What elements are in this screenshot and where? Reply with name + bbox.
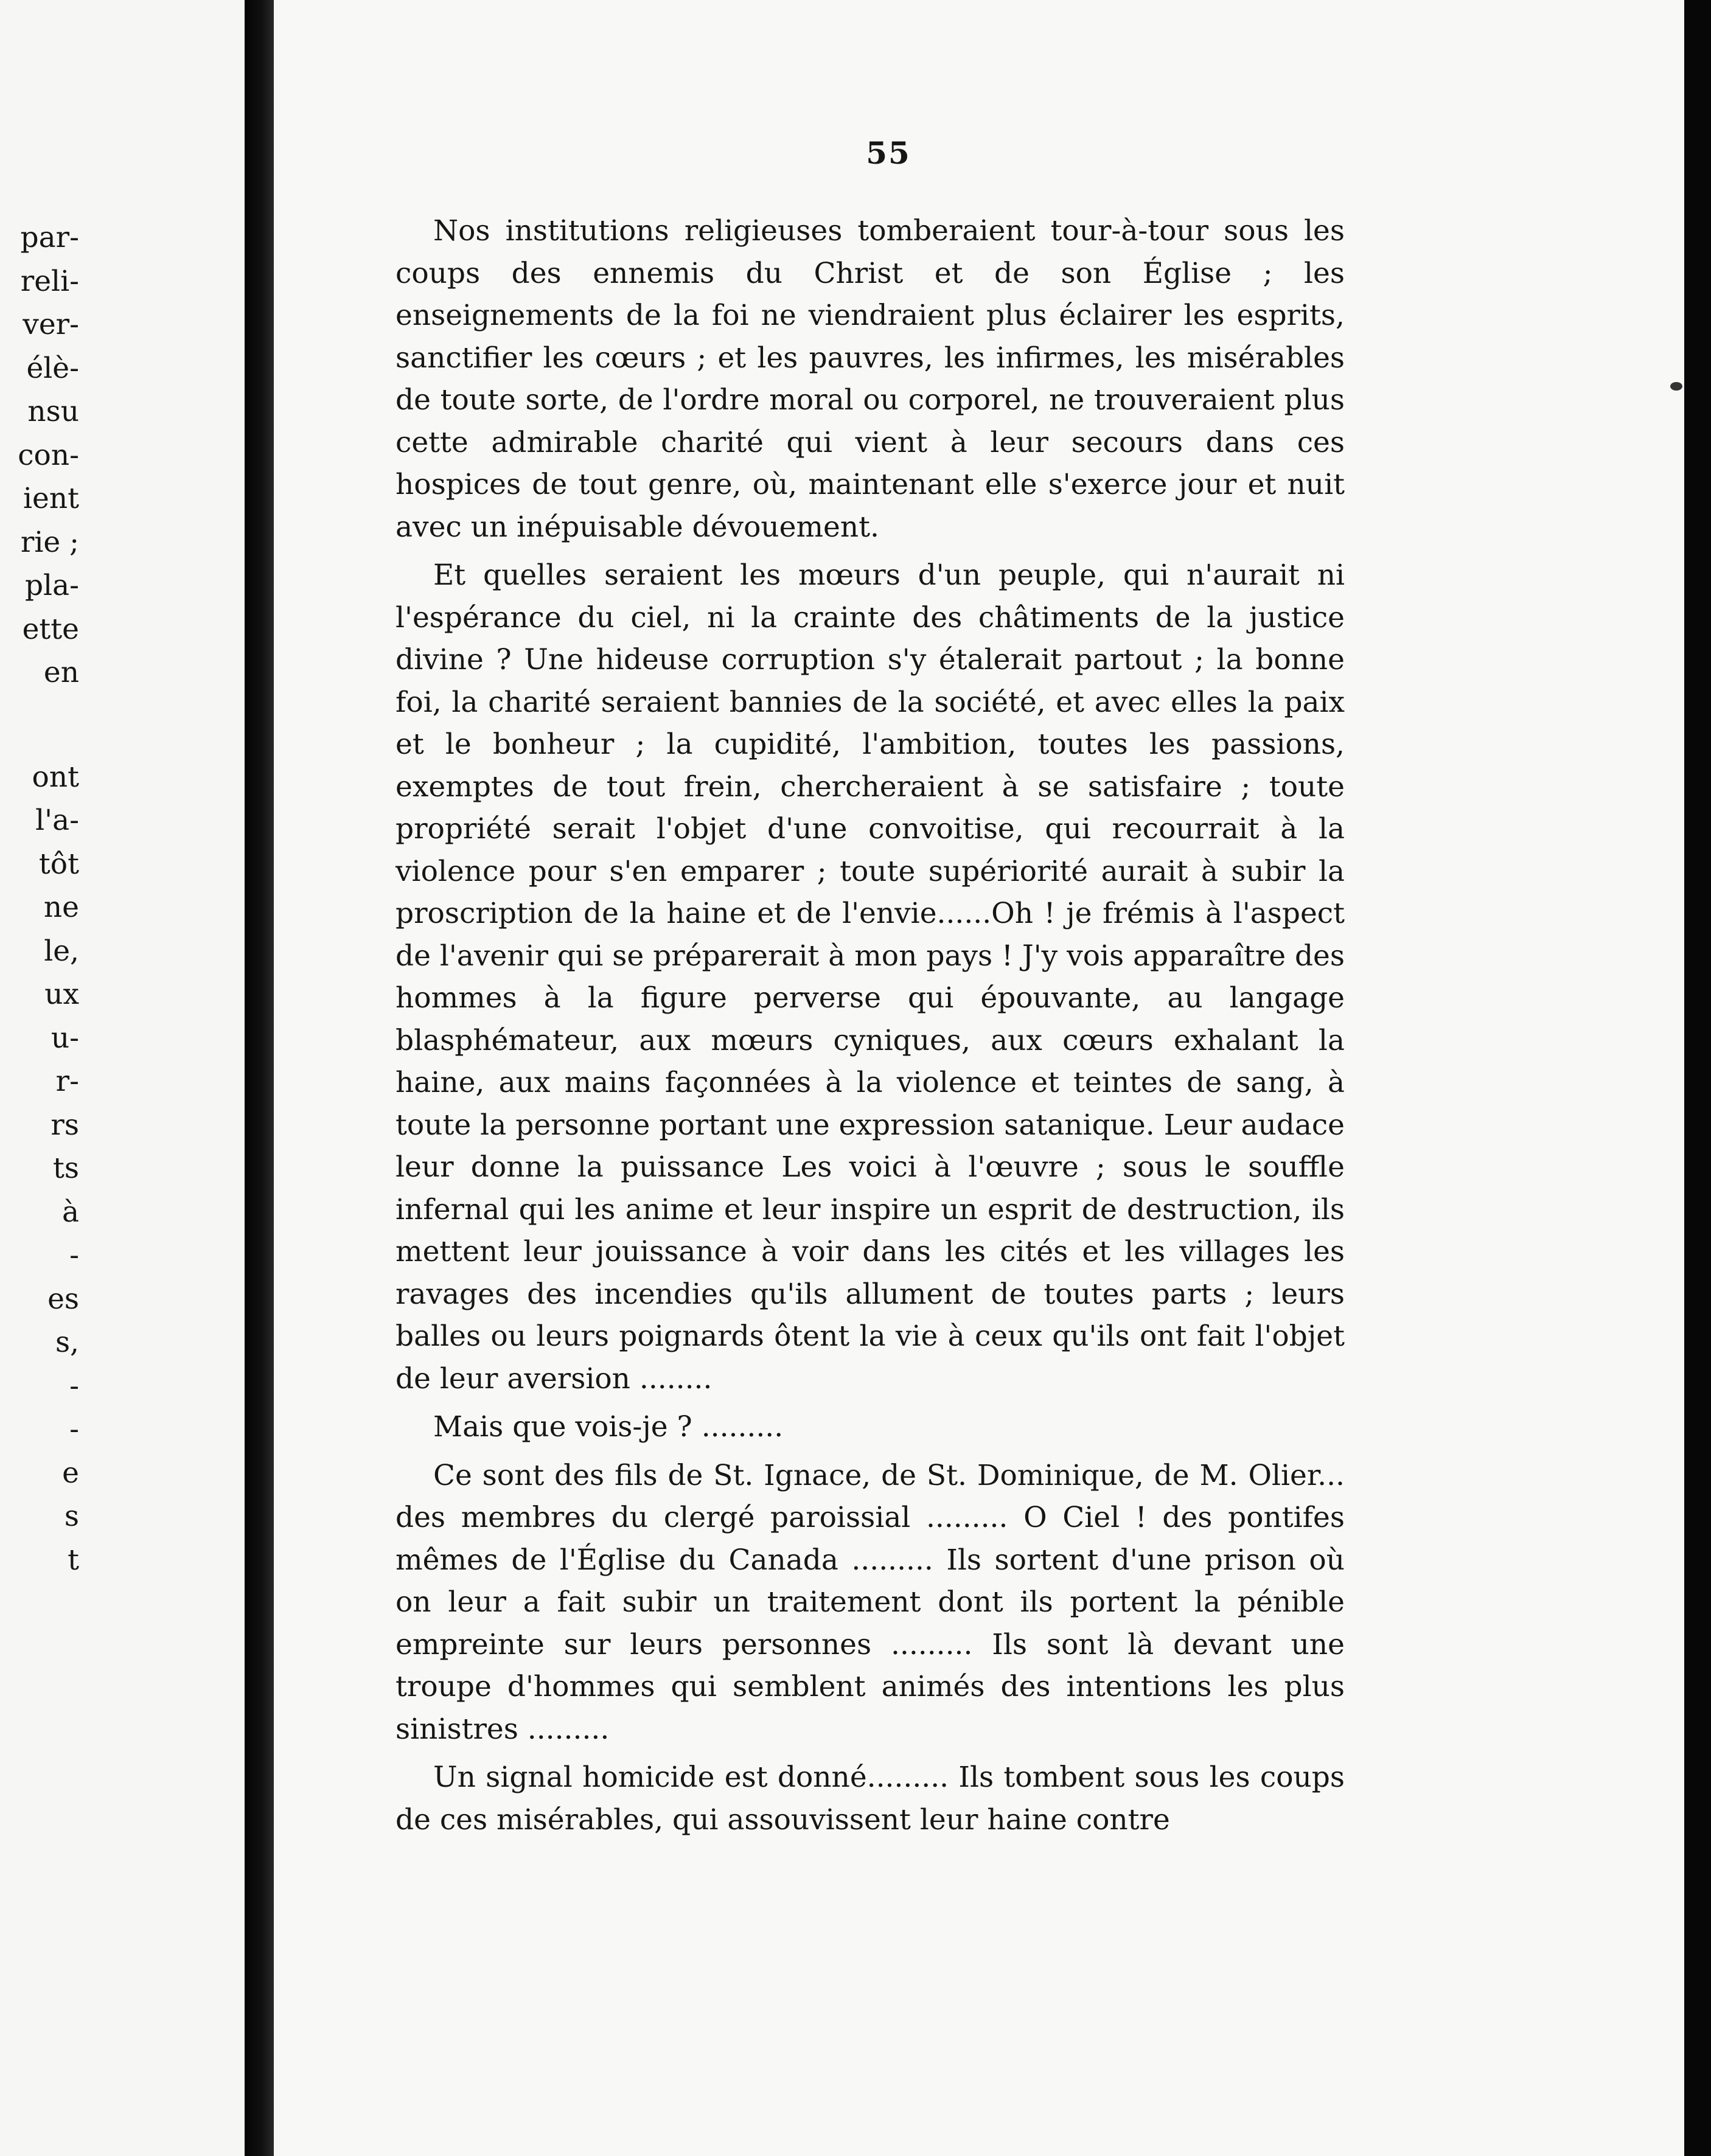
left-page-fragment-line: - [69,1369,79,1403]
left-page-fragment-line: con- [18,438,79,472]
paragraph: Nos institutions religieuses tomberaient tour-à-tour sous les coups des ennemis du Christ et de son Église ; les enseignements de la foi ne viendraient plus éclairer les esprits, sanctifier les cœurs ; et les pauvres, les infirmes, les misérables de toute sorte, de l'ordre moral ou corporel, ne trouveraient plus cette admirable charité qui vient à leur secours dans ces hospices de tout genre, où, maintenant elle s'exerce jour et nuit avec un inépuisable dévouement. [396,214,1345,544]
left-page-fragment-line: s [64,1500,79,1533]
right-scan-border [1684,0,1711,2156]
left-page-fragment-line: élè- [26,351,79,385]
left-page-fragment-line [0,695,79,756]
paragraph: Et quelles seraient les mœurs d'un peuple, qui n'aurait ni l'espérance du ciel, ni la crainte des châtiments de la justice divine ? Une hideuse corruption s'y étalerait partout ; la bonne foi, la charité seraient bannies de la société, et avec elles la paix et le bonheur ; la cupidité, l'ambition, toutes les passions, exemptes de tout frein, chercheraient à se satisfaire ; toute propriété serait l'objet d'une convoitise, qui recourrait à la violence pour s'en emparer ; toute supériorité aurait à subir la proscription de la haine et de l'envie......Oh ! je frémis à l'aspect de l'avenir qui se préparerait à mon pays ! J'y vois apparaître des hommes à la figure perverse qui épouvante, au langage blasphémateur, aux mœurs cyniques, aux cœurs exhalant la haine, aux mains façonnées à la violence et teintes de sang, à toute la personne portant une expression satanique. Leur audace leur donne la puissance Les voici à l'œuvre ; sous le souffle infernal qui les anime et leur inspire un esprit de destruction, ils mettent leur jouissance à voir dans les cités et les villages les ravages des incendies qu'ils allument de toutes parts ; leurs balles ou leurs poignards ôtent la vie à ceux qu'ils ont fait l'objet de leur aversion ........ [396,558,1345,1396]
left-page-fragment-line: t [68,1543,79,1577]
left-page-edge [0,0,245,2156]
left-page-fragment-line: ver- [23,308,79,341]
left-page-fragment-line: rs [51,1108,79,1142]
left-page-fragment-line: ient [23,482,79,515]
left-page-fragment-line: pla- [24,569,79,602]
ink-smudge [1670,382,1682,391]
left-page-fragment-line: reli- [20,264,79,298]
paragraph: Ce sont des fils de St. Ignace, de St. Dominique, de M. Olier... des membres du clergé paroissial ......... O Ciel ! des pontifes mêmes de l'Église du Canada ......... Ils sortent d'une prison où on leur a fait subir un traitement dont ils portent la pénible empreinte sur leurs personnes ......... Ils sont là devant une troupe d'hommes qui semblent animés des intentions les plus sinistres ......... [396,1458,1345,1746]
left-page-fragment-line: à [61,1195,79,1229]
left-page-fragment-line: en [43,656,79,689]
left-page-fragment-line: ux [44,978,79,1011]
left-page-fragment-line: ts [52,1152,79,1185]
left-page-fragment-line: s, [55,1326,79,1359]
paragraph: Un signal homicide est donné......... Ils tombent sous les coups de ces misérables, qui assouvissent leur haine contre [396,1761,1345,1837]
left-page-fragment-line: par- [20,221,79,254]
left-page-fragment-line: u- [51,1021,79,1055]
left-page-fragment-line: - [69,1239,79,1272]
left-page-fragment-line: nsu [27,395,79,428]
left-page-fragment-line: r- [55,1065,79,1098]
page-number: 55 [866,135,911,171]
body-text [396,210,1345,1847]
left-page-fragment-line: es [47,1282,79,1316]
left-page-fragment-line: rie ; [20,525,79,559]
left-page-fragment-line: ne [43,891,79,924]
left-page-fragments [0,216,79,1582]
left-page-fragment-line: le, [44,934,79,968]
left-page-fragment-line: ont [32,760,79,794]
left-page-fragment-line: - [69,1413,79,1446]
left-page-fragment-line: l'a- [35,804,79,837]
left-page-fragment-line: tôt [38,847,79,881]
paragraph: Mais que vois-je ? ......... [433,1410,784,1444]
left-page-fragment-line: ette [22,612,79,646]
left-page-fragment-line: e [62,1456,79,1490]
page-gutter-shadow [245,0,274,2156]
